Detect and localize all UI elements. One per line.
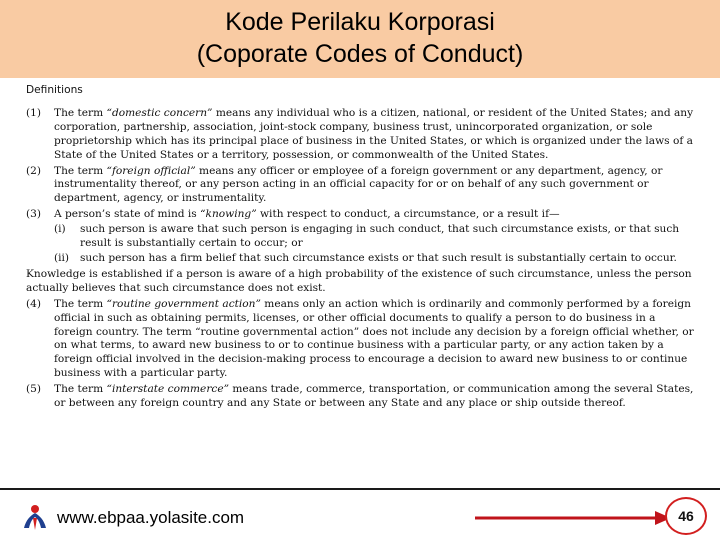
item-text-post: with respect to conduct, a circumstance, or a result if— xyxy=(256,208,560,221)
website-url[interactable]: www.ebpaa.yolasite.com xyxy=(57,508,245,527)
defined-term: “foreign official” xyxy=(106,164,196,177)
definition-item-3 xyxy=(26,208,696,266)
item-text-post: means any officer or employee of a foreign government or any department, agency, or instrumentality thereof, or any person acting in an official capacity for or on behalf of any such government or department, agency, or instrumentality. xyxy=(54,164,663,205)
defined-term: “routine government action” xyxy=(106,297,261,310)
footer-divider xyxy=(0,488,720,490)
sub-item-i xyxy=(54,223,696,251)
sub-item-number: (i) xyxy=(54,223,66,236)
slide-header xyxy=(0,0,720,78)
defined-term: “interstate commerce” xyxy=(106,383,230,396)
definition-item-5 xyxy=(26,383,696,411)
slide-title-line-2: (Coporate Codes of Conduct) xyxy=(196,40,524,68)
item-text-post: means trade, commerce, transportation, or communication among the several States, or between any foreign country and any State or between any State and any place or ship outside thereof. xyxy=(54,383,694,410)
item-text-pre: The term xyxy=(54,383,107,396)
item-number: (3) xyxy=(26,208,42,221)
sub-item-text: such person has a firm belief that such circumstance exists or that such result is substantially certain to occur. xyxy=(80,251,677,264)
item-number: (2) xyxy=(26,164,42,177)
sub-item-number: (ii) xyxy=(54,251,70,264)
sub-item-ii xyxy=(54,252,696,266)
item-text-pre: The term xyxy=(54,297,107,310)
definitions-document xyxy=(26,84,696,413)
definition-item-2 xyxy=(26,165,696,207)
knowledge-paragraph: Knowledge is established if a person is aware of a high probability of the existence of such circumstance, unless the person actually believes that such circumstance does not exist. xyxy=(26,267,692,294)
defined-term: “knowing” xyxy=(200,208,257,221)
item-number: (1) xyxy=(26,106,42,119)
page-number-badge: 46 xyxy=(665,497,707,535)
item-number: (5) xyxy=(26,383,42,396)
ebpaa-logo-icon xyxy=(20,502,50,532)
arrow-right-icon xyxy=(473,508,673,528)
definition-item-1 xyxy=(26,107,696,163)
defined-term: “domestic concern” xyxy=(106,106,213,119)
item-text-pre: The term xyxy=(54,164,107,177)
definitions-heading: Definitions xyxy=(26,84,83,96)
definition-item-4 xyxy=(26,298,696,381)
item-text-pre: The term xyxy=(54,106,107,119)
sub-item-text: such person is aware that such person is engaging in such conduct, that such circumstance exists, or that such result is substantially certain to occur; or xyxy=(80,223,680,250)
item-text-post: means only an action which is ordinarily and commonly performed by a foreign official in such as obtaining permits, licenses, or other official documents to qualify a person to do business in a foreign country. The term “routine governmental action” does not include any decision by a foreign official whether, or on what terms, to award new business to or to continue business with a particular party, or any action taken by a foreign official involved in the decision-making process to encourage a decision to award new business to or continue business with a particular party. xyxy=(54,297,694,380)
item-number: (4) xyxy=(26,297,42,310)
slide-title-line-1: Kode Perilaku Korporasi xyxy=(225,8,495,36)
item-text-pre: A person’s state of mind is xyxy=(54,208,201,221)
item-text-post: means any individual who is a citizen, national, or resident of the United States; and any corporation, partnership, association, joint-stock company, business trust, unincorporated organization, or sole proprietorship which has its principal place of business in the United States, or which is organized under the laws of a State of the United States or a territory, possession, or commonwealth of the United States. xyxy=(54,106,694,161)
